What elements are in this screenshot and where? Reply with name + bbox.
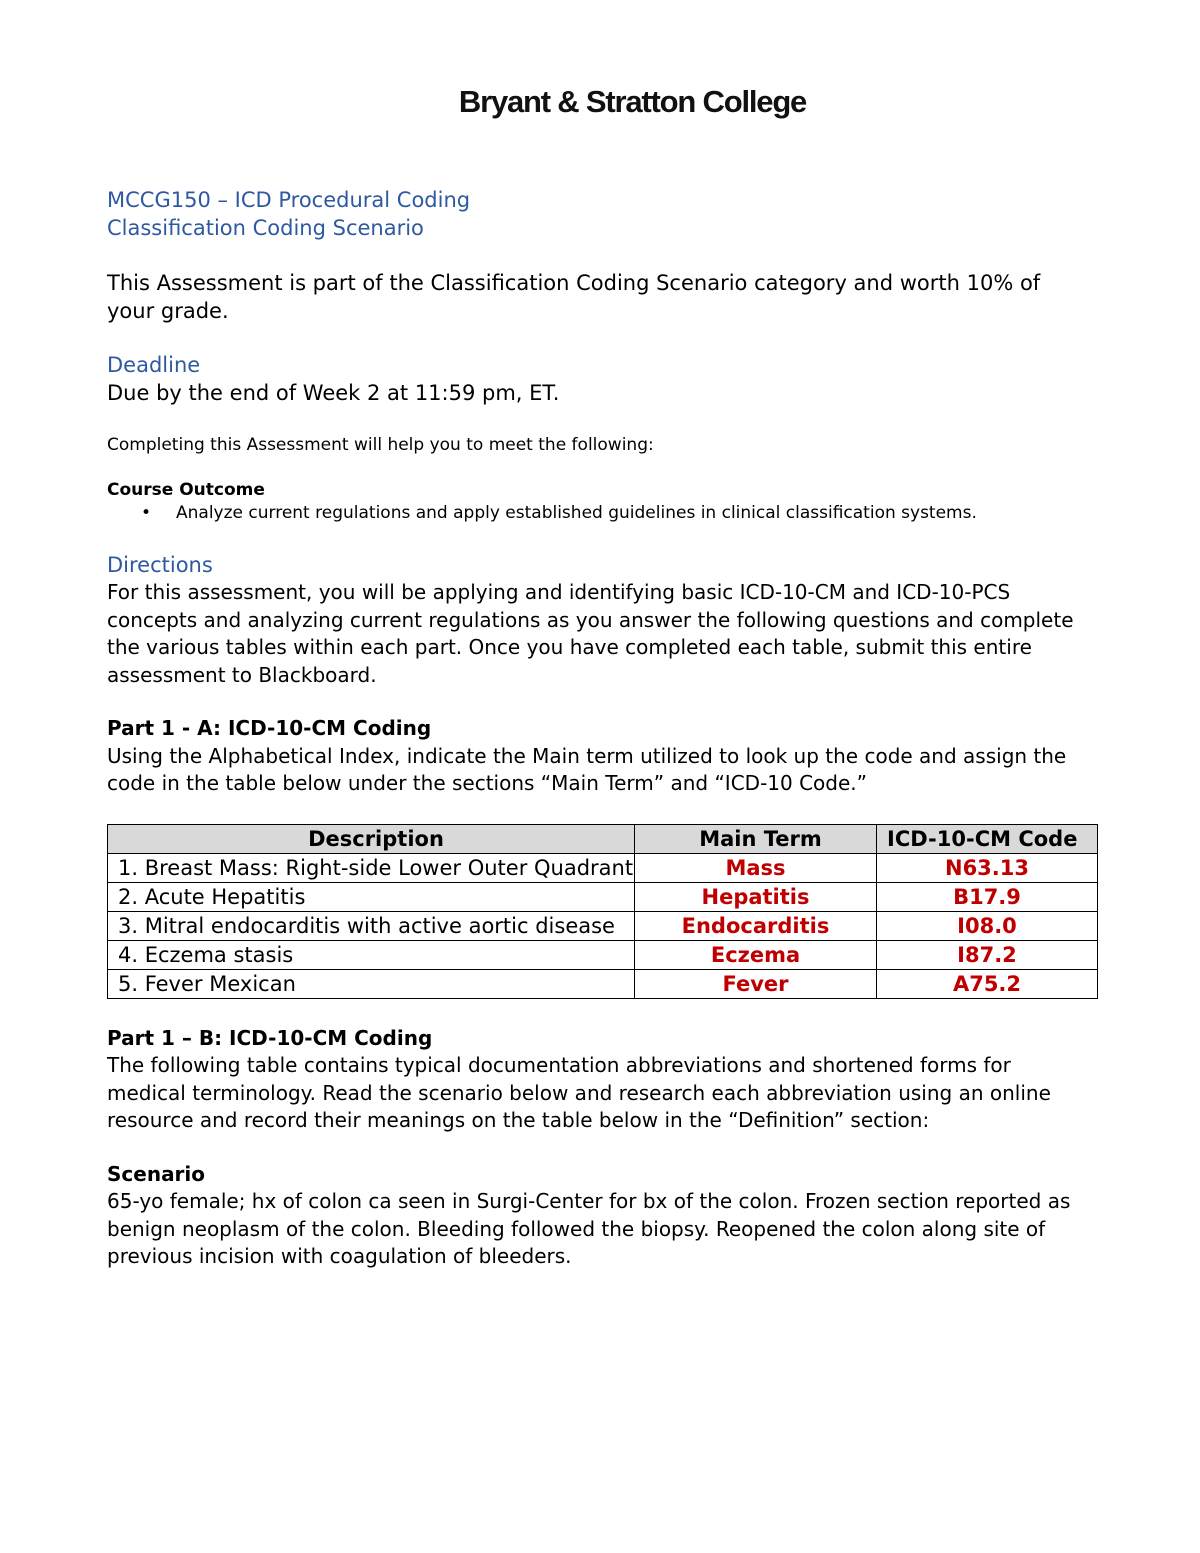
- description-cell: 4. Eczema stasis: [108, 940, 635, 969]
- code-cell: A75.2: [877, 969, 1098, 998]
- intro-text: This Assessment is part of the Classification Coding Scenario category and worth 10% of your grade.: [107, 271, 1041, 323]
- main-term-cell: Eczema: [635, 940, 877, 969]
- main-term-cell: Endocarditis: [635, 911, 877, 940]
- main-term-cell: Hepatitis: [635, 882, 877, 911]
- description-cell: 5. Fever Mexican: [108, 969, 635, 998]
- main-term-cell: Fever: [635, 969, 877, 998]
- table-row: [108, 940, 1098, 969]
- part1b-text: The following table contains typical documentation abbreviations and shortened forms for medical terminology. Read the scenario below and research each abbreviation using an online resource and record their meanings on the table below in the “Definition” section:: [107, 1053, 1051, 1132]
- column-header-main-term: Main Term: [635, 824, 877, 853]
- code-cell: I87.2: [877, 940, 1098, 969]
- deadline-heading: Deadline: [107, 353, 201, 377]
- table-header-row: [108, 824, 1098, 853]
- part1a-text: Using the Alphabetical Index, indicate the Main term utilized to look up the code and assign the code in the table below under the sections “Main Term” and “ICD-10 Code.”: [107, 743, 1067, 795]
- part1a-heading: Part 1 - A: ICD-10-CM Coding: [107, 716, 432, 740]
- list-item: [107, 502, 1092, 525]
- table-row: [108, 969, 1098, 998]
- course-title: MCCG150 – ICD Procedural Coding: [107, 188, 471, 212]
- part1b-heading: Part 1 – B: ICD-10-CM Coding: [107, 1025, 433, 1050]
- code-cell: I08.0: [877, 911, 1098, 940]
- directions-heading: Directions: [107, 553, 213, 577]
- document-body: [107, 186, 1092, 1271]
- table-row: [108, 911, 1098, 940]
- college-logo: Bryant & Stratton College: [458, 84, 807, 119]
- course-outcome-heading: Course Outcome: [107, 480, 265, 500]
- course-outcome-list: [107, 502, 1092, 525]
- main-term-cell: Mass: [635, 853, 877, 882]
- outcome-intro: Completing this Assessment will help you to meet the following:: [107, 435, 654, 455]
- table-row: [108, 853, 1098, 882]
- description-cell: 2. Acute Hepatitis: [108, 882, 635, 911]
- directions-text: For this assessment, you will be applying and identifying basic ICD-10-CM and ICD-10-PCS concepts and analyzing current regulations as you answer the following questions and complete the various tables within each part. Once you have completed each table, submit this entire assessment to Blackboard.: [107, 580, 1074, 687]
- deadline-text: Due by the end of Week 2 at 11:59 pm, ET.: [107, 381, 560, 405]
- code-cell: B17.9: [877, 882, 1098, 911]
- description-cell: 1. Breast Mass: Right-side Lower Outer Quadrant: [108, 853, 635, 882]
- bullet-icon: •: [141, 503, 152, 523]
- scenario-text: 65-yo female; hx of colon ca seen in Surgi-Center for bx of the colon. Frozen section reported as benign neoplasm of the colon. Bleeding followed the biopsy. Reopened the colon along site of previous incision with coagulation of bleeders.: [107, 1189, 1071, 1268]
- course-outcome-text: Analyze current regulations and apply established guidelines in clinical classification systems.: [176, 503, 977, 523]
- course-subtitle: Classification Coding Scenario: [107, 216, 424, 240]
- code-cell: N63.13: [877, 853, 1098, 882]
- icd-code-table: [107, 824, 1098, 999]
- column-header-icd-code: ICD-10-CM Code: [877, 824, 1098, 853]
- scenario-heading: Scenario: [107, 1161, 206, 1186]
- column-header-description: Description: [108, 824, 635, 853]
- table-row: [108, 882, 1098, 911]
- description-cell: 3. Mitral endocarditis with active aortic disease: [108, 911, 635, 940]
